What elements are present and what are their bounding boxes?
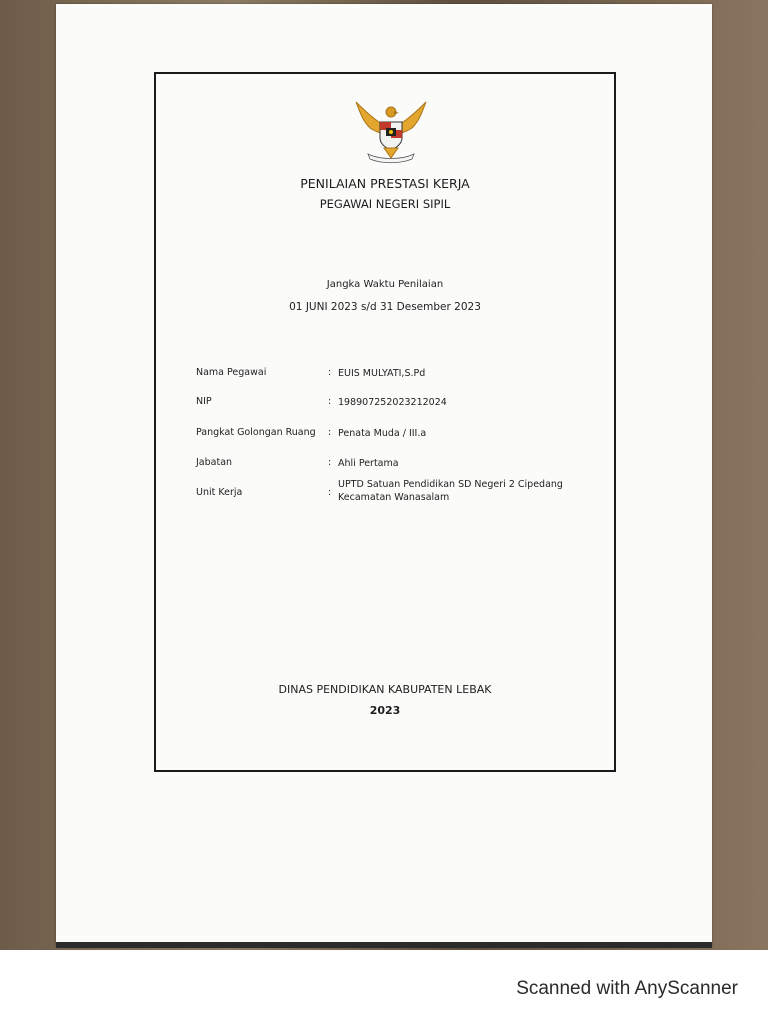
field-colon: :: [328, 367, 332, 378]
paper-bottom-edge: [56, 942, 712, 948]
field-label-unit-kerja: Unit Kerja: [196, 487, 243, 498]
field-label-jabatan: Jabatan: [196, 457, 233, 468]
period-range: 01 JUNI 2023 s/d 31 Desember 2023: [289, 301, 481, 313]
issue-year: 2023: [369, 704, 401, 717]
issuer-name: DINAS PENDIDIKAN KABUPATEN LEBAK: [278, 683, 492, 696]
field-label-pangkat: Pangkat Golongan Ruang: [196, 427, 316, 438]
field-value-pangkat: Penata Muda / III.a: [338, 428, 427, 439]
field-colon: :: [328, 457, 332, 468]
field-label-nama: Nama Pegawai: [196, 367, 267, 378]
document-subtitle: PEGAWAI NEGERI SIPIL: [319, 197, 451, 211]
document-title: PENILAIAN PRESTASI KERJA: [300, 176, 470, 191]
period-label: Jangka Waktu Penilaian: [326, 279, 444, 290]
field-value-jabatan: Ahli Pertama: [338, 458, 399, 469]
field-label-nip: NIP: [196, 396, 212, 407]
scanner-watermark: Scanned with AnyScanner: [516, 978, 738, 999]
field-colon: :: [328, 427, 332, 438]
field-value-nip: 198907252023212024: [338, 397, 447, 408]
field-colon: :: [328, 396, 332, 407]
field-value-nama: EUIS MULYATI,S.Pd: [338, 368, 426, 379]
field-value-unit-kerja: UPTD Satuan Pendidikan SD Negeri 2 Cipedang Kecamatan Wanasalam: [338, 479, 563, 503]
garuda-emblem-icon: [350, 98, 432, 164]
field-colon: :: [328, 487, 332, 498]
